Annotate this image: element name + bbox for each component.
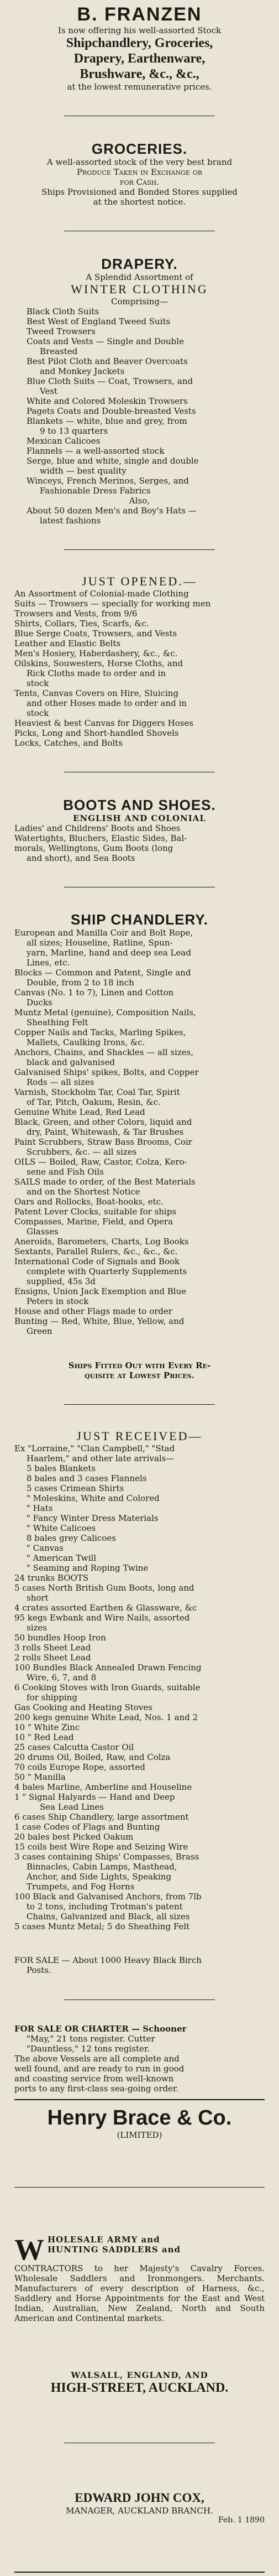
list-item: 5 cases Crimean Shirts	[27, 1483, 124, 1493]
list-item: 5 cases Muntz Metal; 5 do Sheathing Felt	[14, 1921, 190, 1931]
list-item: Canvas (No. 1 to 7), Linen and Cotton	[14, 988, 174, 998]
section-heading: GROCERIES.	[91, 140, 188, 157]
list-item: Vest	[40, 386, 58, 396]
section-heading: JUST RECEIVED—	[76, 1429, 203, 1443]
list-item: Ex "Lorraine," "Clan Campbell," "Stad	[14, 1443, 175, 1453]
manager-title: MANAGER, AUCKLAND BRANCH.	[66, 2506, 213, 2516]
notice-line: "Dauntless," 12 tons register.	[27, 2044, 150, 2054]
list-item: 4 crates assorted Earthen & Glassware, &c	[14, 1602, 197, 1613]
list-item: Ladies' and Childrens' Boots and Shoes	[14, 823, 181, 833]
list-item: width — best quality	[40, 465, 127, 476]
list-item: morals, Wellingtons, Gum Boots (long	[14, 843, 173, 853]
insertion-ref: Feb. 1 1890	[218, 2516, 265, 2525]
ship-chandlery-section	[14, 911, 265, 1336]
brace-header	[14, 2106, 265, 2140]
list-item: 1 case Codes of Flags and Bunting	[14, 1821, 160, 1832]
list-item: Galvanised Ships' spikes, Bolts, and Copper	[14, 1067, 199, 1078]
notice-line: and coasting service from well-known	[14, 2074, 174, 2084]
list-item: " Moleskins, White and Colored	[27, 1493, 160, 1503]
list-item: Coats and Vests — Single and Double	[27, 336, 184, 346]
for-sale-notice	[14, 1955, 265, 1975]
boots-section	[14, 797, 265, 863]
list-item: sene and Fish Oils	[27, 1167, 104, 1177]
list-item: for shipping	[27, 1692, 77, 1702]
list-item: Picks, Long and Short-handled Shovels	[14, 728, 179, 738]
notice-line: "May," 21 tons register. Cutter	[27, 2034, 155, 2044]
list-item: Black Cloth Suits	[27, 306, 99, 316]
section-text: A well-assorted stock of the very best brand	[46, 157, 233, 167]
list-item: Winceys, French Merinos, Serges, and	[27, 475, 189, 486]
firm-name: B. FRANZEN	[77, 4, 202, 25]
list-item: Best West of England Tweed Suits	[27, 316, 171, 326]
list-item: Chains, Galvanized and Black, all sizes	[27, 1911, 190, 1921]
list-item: International Code of Signals and Book	[14, 1256, 180, 1267]
section-heading: SHIP CHANDLERY.	[70, 911, 209, 928]
body-line: HUNTING SADDLERS and	[48, 2245, 181, 2255]
list-item: stock	[27, 678, 49, 688]
section-text: Comprising—	[110, 296, 169, 307]
manager-name: EDWARD JOHN COX,	[75, 2491, 204, 2505]
list-item: Ensigns, Union Jack Exemption and Blue	[14, 1286, 187, 1297]
list-item: 100 Bundles Black Annealed Drawn Fencing	[14, 1662, 202, 1673]
firm-limited: (LIMITED)	[117, 2130, 162, 2140]
list-item: Blocks — Common and Patent, Single and	[14, 968, 191, 978]
list-item: SAILS made to order, of the Best Materials	[14, 1177, 196, 1187]
list-item: Peters in stock	[27, 1296, 89, 1307]
list-item: Rods — all sizes	[27, 1077, 94, 1088]
list-item: Copper Nails and Tacks, Marling Spikes,	[14, 1027, 186, 1038]
list-item: Oars and Rollocks, Boat-hooks, etc.	[14, 1197, 164, 1207]
list-item: 6 Cooking Stoves with Iron Guards, suitable	[14, 1682, 201, 1692]
list-item: " Canvas	[27, 1543, 64, 1553]
franzen-advertisement	[14, 3, 265, 2094]
list-item: Sea Lead Lines	[40, 1801, 104, 1812]
section-text: at the shortest notice.	[93, 196, 186, 207]
list-item: 100 Black and Galvanised Anchors, from 7lb	[14, 1891, 202, 1902]
list-item: Also,	[129, 495, 150, 506]
list-item: Double, from 2 to 18 inch	[27, 978, 134, 988]
list-item: black and galvanised	[27, 1057, 115, 1068]
intro-headline: Drapery, Earthenware,	[73, 51, 206, 66]
list-item: 10 " Red Lead	[14, 1732, 74, 1742]
list-item: Heaviest & best Canvas for Diggers Hoses	[14, 718, 194, 728]
list-item: short	[27, 1592, 49, 1603]
notice-line: FOR SALE — About 1000 Heavy Black Birch	[14, 1955, 202, 1966]
list-item: to 2 tons, including Trotman's patent	[27, 1901, 183, 1912]
section-heading: DRAPERY.	[101, 255, 178, 272]
divider	[64, 1404, 215, 1405]
list-item: About 50 dozen Men's and Boy's Hats —	[27, 505, 197, 516]
notice-line: The above Vessels are all complete and	[14, 2054, 180, 2064]
list-item: 50 " Manilla	[14, 1772, 66, 1782]
list-item: Flannels — a well-assorted stock	[27, 445, 165, 456]
list-item: Mexican Calicoes	[27, 435, 101, 446]
list-item: 2 rolls Sheet Lead	[14, 1652, 91, 1663]
list-item: Fashionable Dress Fabrics	[40, 485, 151, 496]
list-item: all sizes; Houseline, Ratline, Spun-	[27, 938, 173, 948]
franzen-header	[14, 3, 265, 92]
just-received-section	[14, 1429, 265, 1931]
list-item: 8 bales and 3 cases Flannels	[27, 1473, 147, 1483]
divider	[64, 1999, 215, 2000]
list-item: Anchor, and Side Lights, Speaking	[27, 1871, 172, 1882]
winter-list	[14, 307, 265, 526]
list-item: Tents, Canvas Covers on Hire, Sluicing	[14, 688, 179, 698]
list-item: " Seaming and Roping Twine	[27, 1562, 149, 1573]
section-text: A Splendid Assortment of	[86, 272, 193, 282]
list-item: 4 bales Marline, Amberline and Houseline	[14, 1782, 192, 1792]
section-text: Produce Taken in Exchange or	[76, 167, 203, 177]
list-item: stock	[27, 708, 49, 718]
list-item: 25 cases Calcutta Castor Oil	[14, 1742, 134, 1752]
section-subheading: WINTER CLOTHING	[71, 282, 208, 296]
drop-cap: W	[14, 2233, 44, 2266]
brace-address	[14, 2370, 265, 2396]
list-item: " Fancy Winter Dress Materials	[27, 1513, 159, 1523]
list-item: and other Hoses made to order and in	[27, 698, 187, 708]
list-item: OILS — Boiled, Raw, Castor, Colza, Kero-	[14, 1157, 187, 1167]
list-item: Pagets Coats and Double-breasted Vests	[27, 406, 196, 416]
list-item: Shirts, Collars, Ties, Scarfs, &c.	[14, 618, 149, 629]
list-item: Varnish, Stockholm Tar, Coal Tar, Spirit	[14, 1087, 180, 1098]
list-item: 9 to 13 quarters	[40, 425, 108, 436]
list-item: Binnacles, Cabin Lamps, Masthead,	[27, 1861, 177, 1872]
notice-line: well found, and are ready to run in good	[14, 2064, 185, 2074]
list-item: 70 coils Europe Rope, assorted	[14, 1762, 145, 1772]
list-item: 3 cases containing Ships' Compasses, Brass	[14, 1851, 199, 1862]
divider	[14, 2572, 265, 2573]
list-item: Blankets — white, blue and grey, from	[27, 416, 187, 426]
list-item: 20 bales best Picked Oakum	[14, 1831, 134, 1842]
list-item: 24 trunks BOOTS	[14, 1572, 89, 1583]
list-item: 8 bales grey Calicoes	[27, 1533, 116, 1543]
brace-body	[14, 2235, 265, 2323]
list-item: " White Calicoes	[27, 1523, 96, 1533]
list-item: Sextants, Parallel Rulers, &c., &c., &c.	[14, 1247, 178, 1257]
list-item: 15 coils best Wire Rope and Seizing Wire	[14, 1841, 188, 1852]
list-item: Green	[27, 1326, 52, 1337]
fitted-notice	[14, 1360, 265, 1380]
list-item: White and Colored Moleskin Trowsers	[27, 396, 188, 406]
list-item: Serge, blue and white, single and double	[27, 455, 199, 466]
list-item: European and Manilla Coir and Bolt Rope,	[14, 928, 193, 938]
list-item: Compasses, Marine, Field, and Opera	[14, 1217, 173, 1227]
intro-line: Is now offering his well-assorted Stock	[57, 25, 222, 35]
list-item: Men's Hosiery, Haberdashery, &c., &c.	[14, 648, 178, 658]
list-item: 5 bales Blankets	[27, 1463, 96, 1473]
notice-line: Posts.	[27, 1965, 51, 1976]
list-item: and Monkey Jackets	[40, 366, 125, 376]
list-item: House and other Flags made to order	[14, 1306, 172, 1317]
body-paragraph: CONTRACTORS to her Majesty's Cavalry Forces. Wholesale Saddlers and Ironmongers. Merchants. Manufacturers of every description of Harness, &c., Saddlery and Horse Appointments for the East and West Indian, Australian, New Zealand, North and South American and Continental markets.	[14, 2263, 265, 2323]
list-item: Locks, Catches, and Bolts	[14, 738, 123, 748]
list-item: complete with Quarterly Supplements	[27, 1266, 187, 1277]
divider	[64, 549, 215, 550]
list-item: Haarlem," and other late arrivals—	[27, 1453, 175, 1463]
list-item: 10 " White Zinc	[14, 1722, 80, 1732]
list-item: Sheathing Felt	[27, 1017, 88, 1028]
section-text: for Cash.	[119, 176, 160, 187]
list-item: 6 cases Ship Chandlery, large assortment	[14, 1811, 189, 1822]
list-item: Trumpets, and Fog Horns	[27, 1881, 135, 1892]
list-item: " American Twill	[27, 1552, 97, 1563]
notice-line: FOR SALE OR CHARTER — Schooner	[14, 2024, 187, 2034]
list-item: Lines, etc.	[27, 958, 70, 968]
list-item: and on the Shortest Notice	[27, 1187, 140, 1197]
drapery-section	[14, 256, 265, 526]
list-item: Leather and Elastic Belts	[14, 638, 121, 648]
list-item: Blue Serge Coats, Trowsers, and Vests	[14, 628, 177, 638]
list-item: Ducks	[27, 998, 52, 1008]
list-item: Tweed Trowsers	[27, 326, 96, 336]
brace-advertisement	[14, 2099, 265, 2573]
list-item: 95 kegs Ewbank and Wire Nails, assorted	[14, 1612, 190, 1623]
list-item: Black, Green, and other Colors, liquid and	[14, 1117, 192, 1128]
list-item: Oilskins, Souwesters, Horse Cloths, and	[14, 658, 183, 668]
section-text: Ships Provisioned and Bonded Stores supplied	[41, 186, 238, 197]
list-item: 3 rolls Sheet Lead	[14, 1642, 91, 1653]
list-item: latest fashions	[40, 515, 101, 526]
list-item: 50 bundles Hoop Iron	[14, 1632, 106, 1643]
list-item: " Hats	[27, 1503, 53, 1513]
list-item: 1 " Signal Halyards — Hand and Deep	[14, 1791, 175, 1802]
list-item: Glasses	[27, 1227, 59, 1237]
list-item: An Assortment of Colonial-made Clothing	[14, 588, 189, 599]
address-line: WALSALL, ENGLAND, AND	[71, 2370, 208, 2380]
list-item: Wire, 6, 7, and 8	[27, 1672, 97, 1682]
list-item: Best Pilot Cloth and Beaver Overcoats	[27, 356, 188, 366]
list-item: Trowsers and Vests, from 9/6	[14, 608, 138, 619]
list-item: Watertights, Bluchers, Elastic Sides, Bal-	[14, 833, 187, 843]
body-line: HOLESALE ARMY and	[48, 2235, 160, 2245]
section-heading: BOOTS AND SHOES.	[63, 796, 216, 813]
list-item: supplied, 45s 3d	[27, 1276, 96, 1287]
firm-name: Henry Brace & Co.	[47, 2106, 232, 2130]
list-item: Breasted	[40, 346, 78, 356]
notice-line: Ships Fitted Out with Every Re-	[68, 1360, 211, 1370]
list-item: Patent Lever Clocks, suitable for ships	[14, 1207, 177, 1217]
list-item: Anchors, Chains, and Shackles — all sizes,	[14, 1047, 194, 1058]
list-item: Bunting — Red, White, Blue, Yellow, and	[14, 1316, 185, 1327]
brace-manager	[14, 2490, 265, 2525]
list-item: Paint Scrubbers, Straw Bass Brooms, Coir	[14, 1137, 192, 1147]
section-heading: JUST OPENED.—	[82, 574, 197, 588]
list-item: yarn, Marline, hand and deep sea Lead	[27, 948, 191, 958]
list-item: Blue Cloth Suits — Coat, Trowsers, and	[27, 376, 193, 386]
list-item: 200 kegs genuine White Lead, Nos. 1 and 2	[14, 1712, 198, 1722]
list-item: Rick Cloths made to order and in	[27, 668, 166, 678]
intro-headline: Shipchandlery, Groceries,	[66, 36, 213, 50]
intro-line: at the lowest remunerative prices.	[67, 82, 212, 92]
just-opened-section	[14, 574, 265, 748]
list-item: of Tar, Pitch, Oakum, Resin, &c.	[27, 1097, 161, 1108]
list-item: 5 cases North British Gum Boots, long and	[14, 1582, 194, 1593]
list-item: Mallets, Caulking Irons, &c.	[27, 1037, 145, 1048]
list-item: and short), and Sea Boots	[27, 853, 135, 863]
groceries-section	[14, 141, 265, 207]
list-item: Gas Cooking and Heating Stoves	[14, 1702, 152, 1712]
intro-headline: Brushware, &c., &c.,	[80, 67, 199, 81]
notice-line: ports to any first-class sea-going order.	[14, 2084, 179, 2094]
address-line: HIGH-STREET, AUCKLAND.	[50, 2381, 229, 2395]
section-subheading: ENGLISH AND COLONIAL	[73, 813, 206, 823]
list-item: Genuine White Lead, Red Lead	[14, 1107, 145, 1118]
list-item: sizes	[27, 1622, 47, 1633]
list-item: Aneroids, Barometers, Charts, Log Books	[14, 1237, 189, 1247]
list-item: Muntz Metal (genuine), Composition Nails,	[14, 1007, 196, 1018]
list-item: Suits — Trowsers — specially for working men	[14, 598, 211, 609]
list-item: 20 drums Oil, Boiled, Raw, and Colza	[14, 1752, 171, 1762]
charter-notice	[14, 2024, 265, 2094]
divider	[14, 2187, 265, 2188]
list-item: dry, Paint, Whitewash, & Tar Brushes	[27, 1127, 184, 1138]
notice-line: quisite at Lowest Prices.	[85, 1370, 194, 1380]
list-item: Scrubbers, &c. — all sizes	[27, 1147, 137, 1157]
